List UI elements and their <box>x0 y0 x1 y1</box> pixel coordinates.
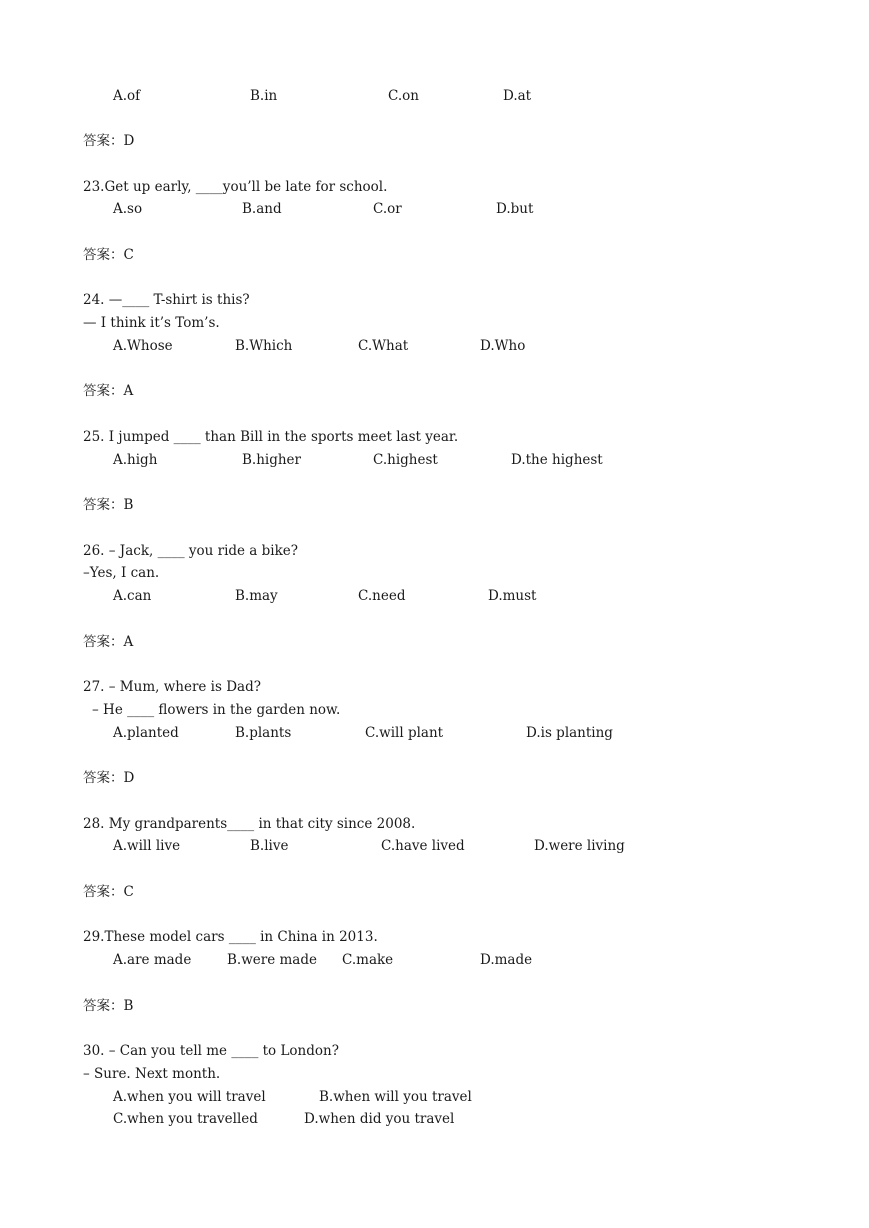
option-a: A.will live <box>113 838 181 854</box>
question-stem: 27. – Mum, where is Dad? <box>83 679 261 695</box>
option-b: B.Which <box>235 338 293 354</box>
dialogue-reply: –Yes, I can. <box>83 565 160 581</box>
option-b: B.may <box>235 588 278 604</box>
answer-line: 答案：A <box>83 383 134 399</box>
question-stem: 30. – Can you tell me ____ to London? <box>83 1043 339 1059</box>
answer-line: 答案：D <box>83 770 135 786</box>
option-d: D.Who <box>480 338 526 354</box>
option-b: B.higher <box>242 452 302 468</box>
option-b: B.live <box>250 838 289 854</box>
option-a: A.when you will travel <box>113 1089 266 1105</box>
dialogue-reply: – He ____ flowers in the garden now. <box>92 702 341 718</box>
option-c: C.What <box>358 338 409 354</box>
answer-line: 答案：B <box>83 998 134 1014</box>
answer-line: 答案：D <box>83 133 135 149</box>
option-a: A.can <box>113 588 152 604</box>
option-d: D.were living <box>534 838 625 854</box>
option-d: D.is planting <box>526 725 613 741</box>
question-stem: 28. My grandparents____ in that city since 2008. <box>83 816 416 832</box>
option-b: B.were made <box>227 952 317 968</box>
question-stem: 25. I jumped ____ than Bill in the sports meet last year. <box>83 429 459 445</box>
option-a: A.Whose <box>113 338 173 354</box>
option-a: A.high <box>113 452 158 468</box>
option-b: B.and <box>242 201 282 217</box>
option-c: C.when you travelled <box>113 1111 258 1127</box>
option-d: D.must <box>488 588 537 604</box>
dialogue-reply: — I think it’s Tom’s. <box>83 315 220 331</box>
question-stem: 24. —____ T-shirt is this? <box>83 292 250 308</box>
option-c: C.need <box>358 588 406 604</box>
option-c: C.have lived <box>381 838 465 854</box>
option-c: C.on <box>388 88 419 104</box>
question-stem: 26. – Jack, ____ you ride a bike? <box>83 543 299 559</box>
option-a: A.are made <box>113 952 192 968</box>
option-c: C.will plant <box>365 725 444 741</box>
option-c: C.highest <box>373 452 438 468</box>
dialogue-reply: – Sure. Next month. <box>83 1066 221 1082</box>
option-c: C.or <box>373 201 402 217</box>
question-stem: 23.Get up early, ____you’ll be late for school. <box>83 179 388 195</box>
option-d: D.when did you travel <box>304 1111 455 1127</box>
answer-line: 答案：C <box>83 884 134 900</box>
option-a: A.so <box>113 201 143 217</box>
answer-line: 答案：C <box>83 247 134 263</box>
option-a: A.planted <box>113 725 179 741</box>
answer-line: 答案：A <box>83 634 134 650</box>
option-a: A.of <box>113 88 141 104</box>
option-c: C.make <box>342 952 394 968</box>
option-b: B.when will you travel <box>319 1089 472 1105</box>
option-b: B.plants <box>235 725 292 741</box>
option-d: D.the highest <box>511 452 603 468</box>
answer-line: 答案：B <box>83 497 134 513</box>
option-d: D.but <box>496 201 534 217</box>
option-d: D.made <box>480 952 533 968</box>
option-b: B.in <box>250 88 278 104</box>
question-stem: 29.These model cars ____ in China in 2013. <box>83 929 378 945</box>
option-d: D.at <box>503 88 532 104</box>
